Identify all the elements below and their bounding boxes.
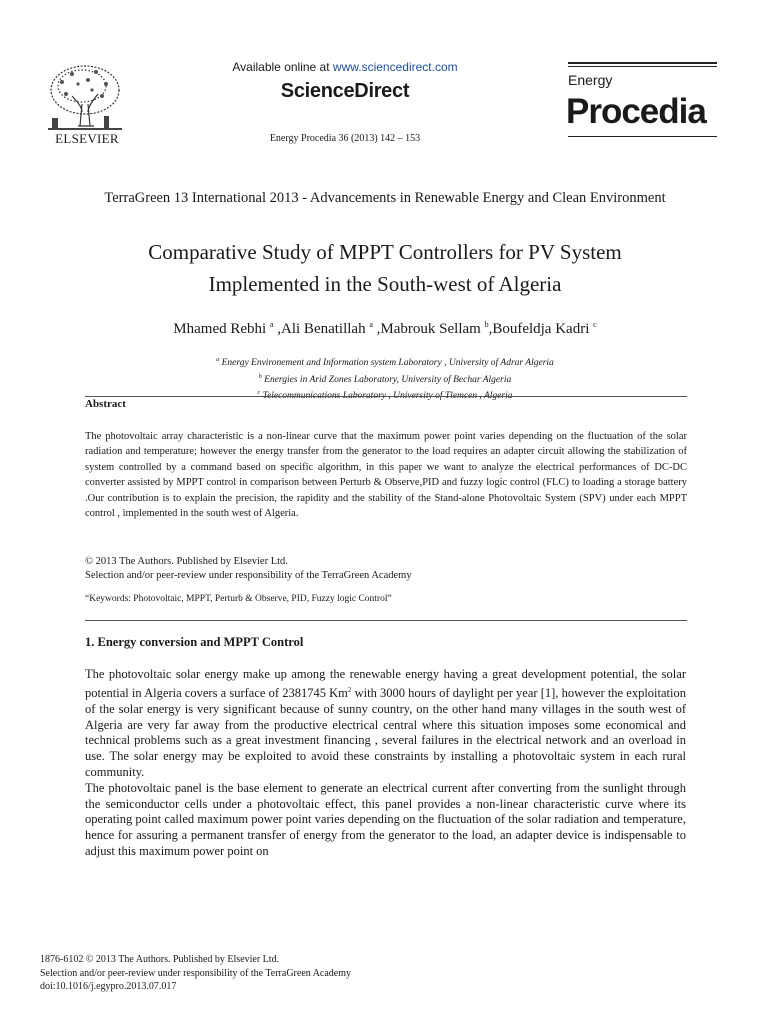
keywords: “Keywords: Photovoltaic, MPPT, Perturb & Observe, PID, Fuzzy logic Control” bbox=[85, 594, 392, 604]
footer-issn-copyright: 1876-6102 © 2013 The Authors. Published by Elsevier Ltd. bbox=[40, 954, 280, 965]
abstract-top-rule bbox=[85, 396, 687, 397]
author-name: Mhamed Rebhi bbox=[173, 321, 270, 337]
journal-citation: Energy Procedia 36 (2013) 142 – 153 bbox=[269, 133, 421, 144]
author-affiliation-mark: b bbox=[484, 320, 489, 329]
affiliation-mark: c bbox=[257, 390, 261, 397]
journal-logo-procedia: Procedia bbox=[566, 92, 706, 131]
journal-logo-rule bbox=[568, 62, 717, 64]
abstract-heading: Abstract bbox=[85, 398, 126, 410]
author-name: ,Mabrouk Sellam bbox=[372, 321, 485, 337]
paragraph: The photovoltaic panel is the base element to generate an electrical current after converting from the sunlight through the semiconductor cells under a photovoltaic effect, this panel provides a non-linear characteristic curve where its operating point called maximum power point varies depending on the fluctuation of the solar radiation and temperature, hence for assuring a permanent transfer of energy from the generator to the load, an adapter device is indispensable to adjust this maximum power point on bbox=[85, 780, 686, 858]
affiliation bbox=[60, 354, 710, 371]
author-list bbox=[60, 320, 710, 338]
author-name: ,Boufeldja Kadri bbox=[488, 321, 594, 337]
sciencedirect-link[interactable]: www.sciencedirect.com bbox=[332, 60, 458, 74]
journal-logo-rule bbox=[568, 66, 717, 67]
abstract-text: The photovoltaic array characteristic is a non-linear curve that the maximum power point varies depending on the fluctuation of the solar radiation and temperature; however the energy transfer from the generator to the load requires an adapter circuit allowing the stabilization of system controlled by a command based on specific algorithm, in this paper we want to analyze the electrical performances of DC-DC converter assisted by MPPT control in comparison between Perturb & Observe,PID and fuzzy logic control (FLC) to loading a storage battery .Our contribution is to explain the precision, the rapidity and the stability of the Stand-alone Photovoltaic System (SPV) under each MPPT control , implemented in the south west of Algeria. bbox=[85, 431, 687, 520]
footer-doi[interactable]: doi:10.1016/j.egypro.2013.07.017 bbox=[40, 981, 177, 993]
affiliation-mark: b bbox=[258, 373, 262, 380]
conference-name: TerraGreen 13 International 2013 - Advancements in Renewable Energy and Clean Environment bbox=[104, 190, 666, 206]
paragraph bbox=[85, 667, 686, 781]
superscript: 2 bbox=[347, 685, 352, 694]
publisher-name: ELSEVIER bbox=[55, 131, 119, 146]
copyright-line: © 2013 The Authors. Published by Elsevier Ltd. bbox=[85, 556, 288, 567]
paragraph-text: The photovoltaic solar energy make up among the renewable energy having a great development potential, the solar potential in Algeria covers a surface of 2381745 Km bbox=[85, 667, 686, 700]
paper-title bbox=[60, 236, 710, 300]
availability-line bbox=[200, 60, 490, 74]
abstract-bottom-rule bbox=[85, 620, 687, 621]
page-footer bbox=[40, 953, 640, 994]
journal-logo-rule bbox=[568, 136, 717, 137]
paragraph-text: with 3000 hours of daylight per year [1], however the exploitation of the solar energy is very significant because of sunny country, on the other hand many villages in the south west of Algeria are very far away from the productive electrical central where this situation imposes some economical and technical problems such as a great investment financing , several failures in the electrical network and an overload in use. The solar energy may be exploited to avoid these constraints by installing a photovoltaic system in each rural community. bbox=[85, 685, 686, 779]
paper-title-line-1: Comparative Study of MPPT Controllers for PV System bbox=[148, 240, 622, 264]
author-affiliation-mark: a bbox=[369, 320, 373, 329]
author-name: ,Ali Benatillah bbox=[273, 321, 370, 337]
author-affiliation-mark: a bbox=[269, 320, 274, 329]
section-body bbox=[85, 667, 686, 860]
affiliation-text: Energies in Arid Zones Laboratory, University of Bechar Algeria bbox=[261, 374, 512, 385]
affiliation-text: Energy Environement and Information system Laboratory , University of Adrar Algeria bbox=[219, 358, 554, 369]
affiliation-mark: a bbox=[216, 357, 220, 363]
sciencedirect-logo-text: ScienceDirect bbox=[280, 80, 410, 102]
author-affiliation-mark: c bbox=[593, 320, 597, 329]
section-heading: 1. Energy conversion and MPPT Control bbox=[85, 635, 304, 649]
affiliation bbox=[60, 371, 710, 388]
journal-logo-energy: Energy bbox=[568, 72, 613, 88]
paper-title-line-2: Implemented in the South-west of Algeria bbox=[208, 272, 562, 296]
footer-peer-review: Selection and/or peer-review under responsibility of the TerraGreen Academy bbox=[40, 967, 352, 979]
peer-review-line: Selection and/or peer-review under responsibility of the TerraGreen Academy bbox=[85, 570, 412, 581]
available-prefix: Available online at bbox=[232, 60, 333, 74]
copyright-notice bbox=[85, 555, 687, 583]
